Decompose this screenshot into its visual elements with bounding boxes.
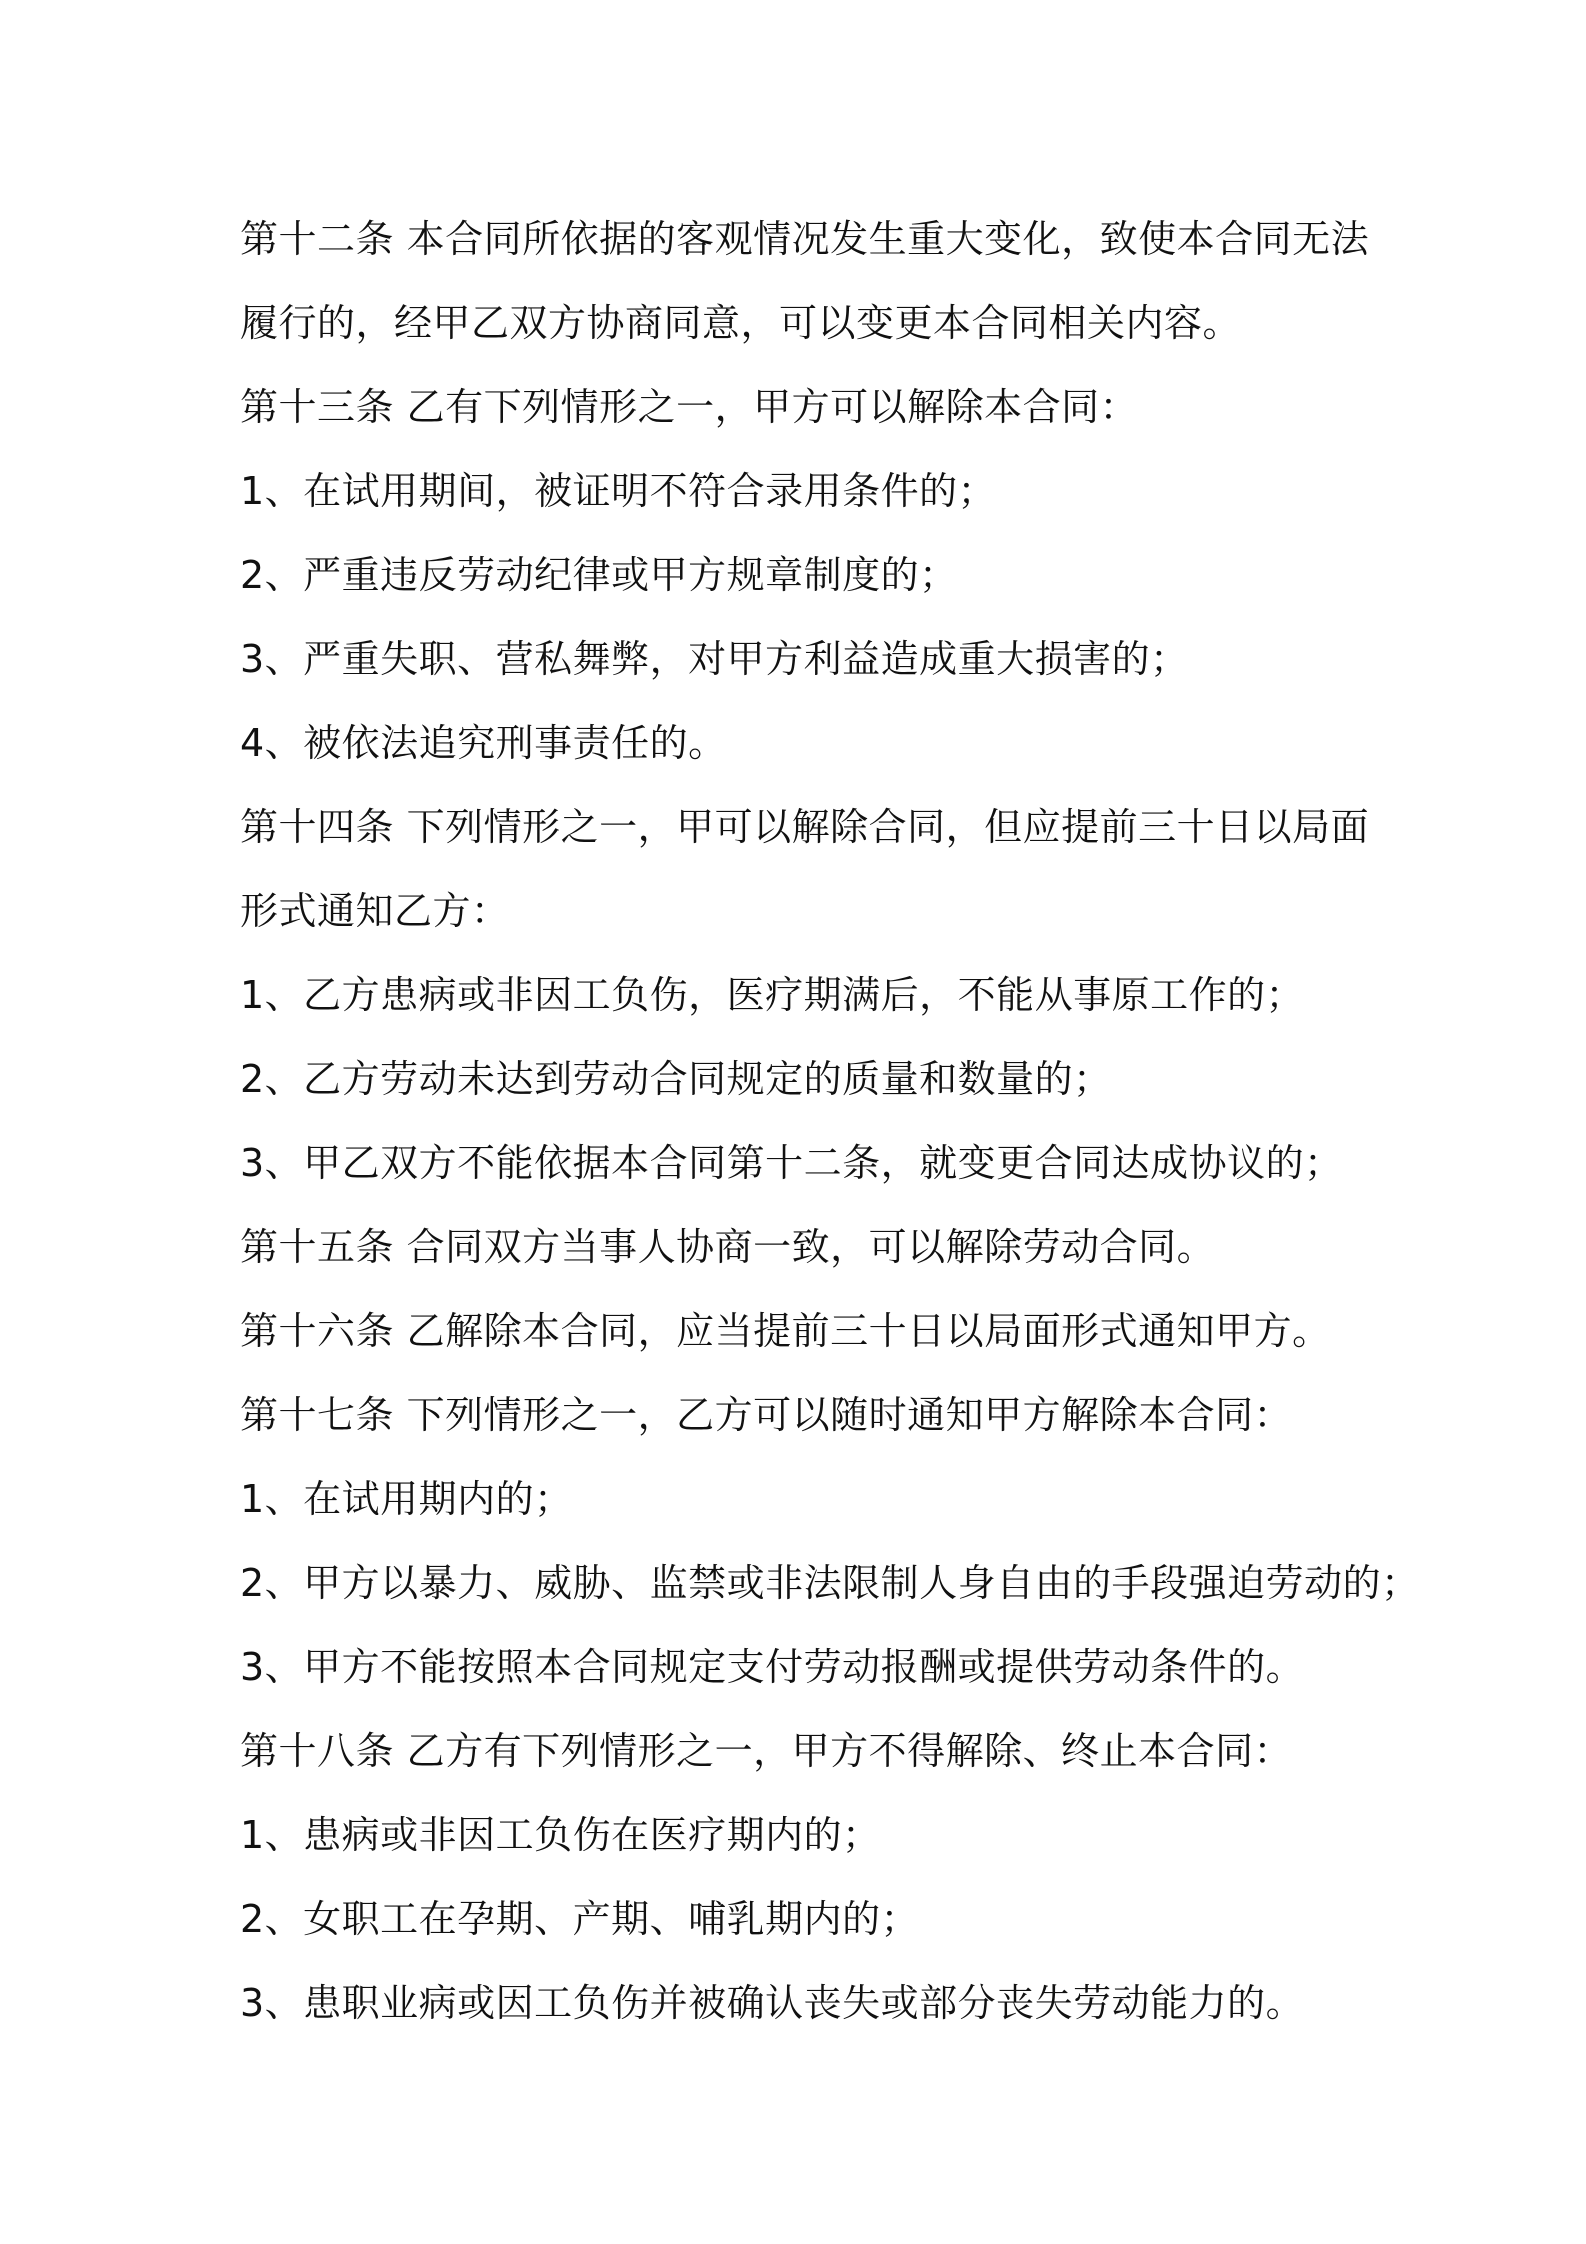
clause-14-heading-line-2: 形式通知乙方： <box>240 889 510 933</box>
clause-17-item-1: 1、在试用期内的； <box>240 1477 573 1521</box>
clause-17-heading: 第十七条 下列情形之一，乙方可以随时通知甲方解除本合同： <box>240 1393 1293 1437</box>
clause-18-item-3: 3、患职业病或因工负伤并被确认丧失或部分丧失劳动能力的。 <box>240 1981 1305 2025</box>
clause-12-line-1: 第十二条 本合同所依据的客观情况发生重大变化，致使本合同无法 <box>240 217 1370 261</box>
clause-14-item-2: 2、乙方劳动未达到劳动合同规定的质量和数量的； <box>240 1057 1112 1101</box>
clause-14-heading-line-1: 第十四条 下列情形之一，甲可以解除合同，但应提前三十日以局面 <box>240 805 1370 849</box>
clause-17-item-2: 2、甲方以暴力、威胁、监禁或非法限制人身自由的手段强迫劳动的； <box>240 1561 1420 1605</box>
clause-18-heading: 第十八条 乙方有下列情形之一，甲方不得解除、终止本合同： <box>240 1729 1293 1773</box>
clause-17-item-3: 3、甲方不能按照本合同规定支付劳动报酬或提供劳动条件的。 <box>240 1645 1305 1689</box>
clause-14-item-1: 1、乙方患病或非因工负伤，医疗期满后，不能从事原工作的； <box>240 973 1305 1017</box>
clause-18-item-2: 2、女职工在孕期、产期、哺乳期内的； <box>240 1897 920 1941</box>
clause-13-item-4: 4、被依法追究刑事责任的。 <box>240 721 727 765</box>
clause-18-item-1: 1、患病或非因工负伤在医疗期内的； <box>240 1813 881 1857</box>
clause-15: 第十五条 合同双方当事人协商一致，可以解除劳动合同。 <box>240 1225 1216 1269</box>
clause-12-line-2: 履行的，经甲乙双方协商同意，可以变更本合同相关内容。 <box>240 301 1242 345</box>
clause-14-item-3: 3、甲乙双方不能依据本合同第十二条，就变更合同达成协议的； <box>240 1141 1343 1185</box>
clause-16: 第十六条 乙解除本合同，应当提前三十日以局面形式通知甲方。 <box>240 1309 1331 1353</box>
clause-13-item-2: 2、严重违反劳动纪律或甲方规章制度的； <box>240 553 958 597</box>
clause-13-heading: 第十三条 乙有下列情形之一，甲方可以解除本合同： <box>240 385 1139 429</box>
clause-13-item-1: 1、在试用期间，被证明不符合录用条件的； <box>240 469 997 513</box>
clause-13-item-3: 3、严重失职、营私舞弊，对甲方利益造成重大损害的； <box>240 637 1189 681</box>
contract-text-body <box>240 197 1420 2045</box>
